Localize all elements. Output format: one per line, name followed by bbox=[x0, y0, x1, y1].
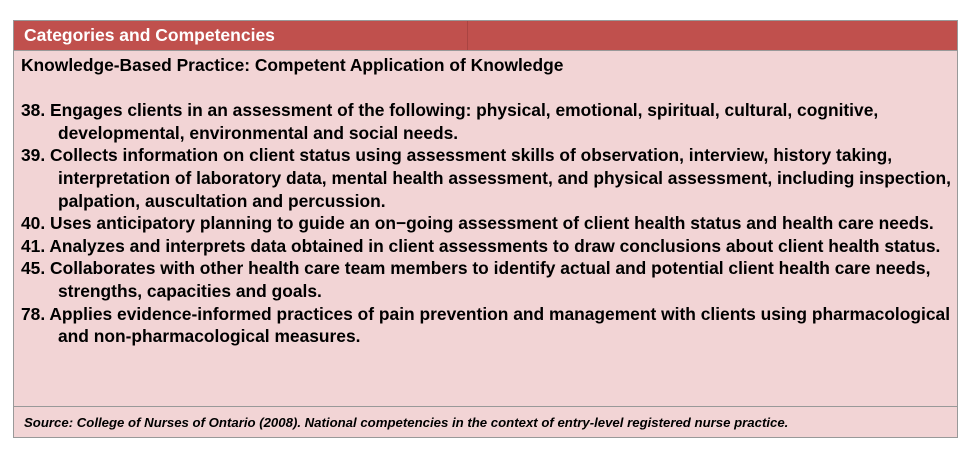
competency-number: 40. bbox=[21, 213, 46, 234]
competency-number: 38. bbox=[21, 100, 46, 121]
competency-text: Analyzes and interprets data obtained in client assessments to draw conclusions about client health status. bbox=[49, 235, 941, 256]
source-row-divider bbox=[14, 406, 957, 407]
competency-text: Collects information on client status using assessment skills of observation, interview, history taking, interpretation of laboratory data, mental health assessment, and physical assessment, including inspection, palpation, auscultation and percussion. bbox=[50, 145, 951, 211]
competency-number: 39. bbox=[21, 145, 46, 166]
competency-text: Collaborates with other health care team members to identify actual and potential client health care needs, strengths, capacities and goals. bbox=[50, 258, 931, 301]
competency-item bbox=[21, 99, 951, 144]
competency-item bbox=[21, 235, 951, 258]
competency-text: Applies evidence-informed practices of pain prevention and management with clients using pharmacological and non-pharmacological measures. bbox=[49, 303, 951, 347]
table-header-title: Categories and Competencies bbox=[24, 25, 275, 45]
competency-number: 41. bbox=[21, 235, 46, 256]
competency-item bbox=[21, 257, 951, 302]
competency-number: 78. bbox=[21, 303, 46, 324]
competencies-table bbox=[13, 20, 958, 438]
competency-item bbox=[21, 144, 951, 212]
header-column-divider bbox=[467, 21, 468, 50]
table-header-row bbox=[14, 21, 957, 51]
competency-list bbox=[21, 99, 951, 348]
competency-text: Engages clients in an assessment of the following: physical, emotional, spiritual, cultural, cognitive, developmental, environmental and social needs. bbox=[50, 100, 879, 143]
competency-text: Uses anticipatory planning to guide an on−going assessment of client health status and health care needs. bbox=[50, 213, 934, 234]
competency-item bbox=[21, 303, 951, 348]
source-note: Source: College of Nurses of Ontario (2008). National competencies in the context of entry-level registered nurse practice. bbox=[24, 415, 789, 430]
section-heading: Knowledge-Based Practice: Competent Application of Knowledge bbox=[21, 55, 564, 75]
competency-number: 45. bbox=[21, 258, 46, 279]
competency-item bbox=[21, 212, 951, 235]
table-body-cell bbox=[21, 54, 951, 348]
